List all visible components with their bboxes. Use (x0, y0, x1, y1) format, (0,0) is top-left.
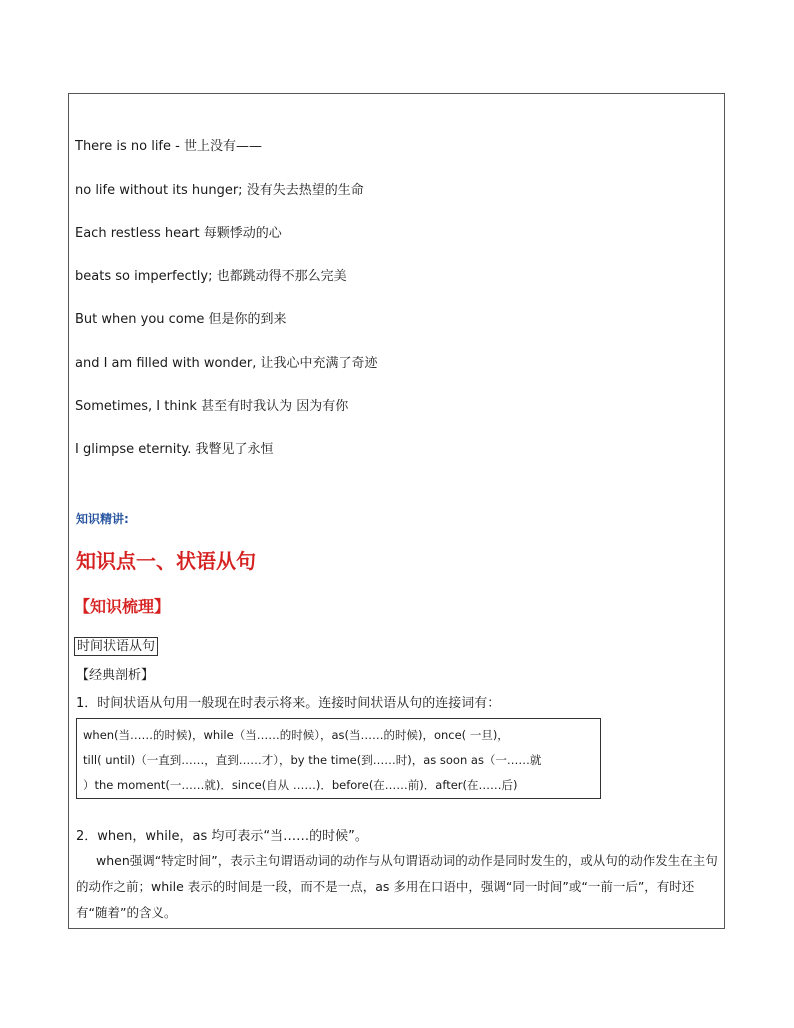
point-1: 1．时间状语从句用一般现在时表示将来。连接时间状语从句的连接词有： (76, 696, 501, 711)
section-label: 知识精讲: (76, 512, 129, 526)
conjunction-line-3: ）the moment(一……就)．since(自从 ……)．before(在……前)．after(在……后) (83, 778, 518, 792)
boxed-topic-label: 时间状语从句 (74, 637, 158, 656)
poem-line-6: and I am filled with wonder, 让我心中充满了奇迹 (75, 356, 378, 371)
poem-line-8: I glimpse eternity. 我瞥见了永恒 (75, 442, 274, 457)
poem-line-5: But when you come 但是你的到来 (75, 312, 287, 327)
conjunction-box (76, 718, 601, 799)
sub-title: 【知识梳理】 (74, 597, 171, 616)
conjunction-line-1: when(当……的时候)，while（当……的时候），as(当……的时候)，once( 一旦)， (83, 728, 509, 742)
analysis-label: 【经典剖析】 (76, 668, 155, 683)
poem-line-4: beats so imperfectly; 也都跳动得不那么完美 (75, 269, 347, 284)
poem-line-7: Sometimes, I think 甚至有时我认为 因为有你 (75, 399, 349, 414)
poem-line-3: Each restless heart 每颗悸动的心 (75, 226, 282, 241)
explanation-paragraph: when强调“特定时间”，表示主句谓语动词的动作与从句谓语动词的动作是同时发生的，或从句的动作发生在主句的动作之前；while 表示的时间是一段，而不是一点，as 多用在口语中，强调“同一时间”或“一前一后”，有时还有“随着”的含义。 (76, 853, 718, 920)
point-2: 2．when，while，as 均可表示“当……的时候”。 (76, 829, 368, 844)
main-title: 知识点一、状语从句 (76, 549, 256, 573)
poem-line-2: no life without its hunger; 没有失去热望的生命 (75, 183, 364, 198)
content-frame (68, 93, 725, 929)
poem-line-1: There is no life - 世上没有—— (75, 139, 262, 154)
conjunction-line-2: till( until)（一直到……，直到……才），by the time(到……时)，as soon as（一……就 (83, 753, 542, 767)
